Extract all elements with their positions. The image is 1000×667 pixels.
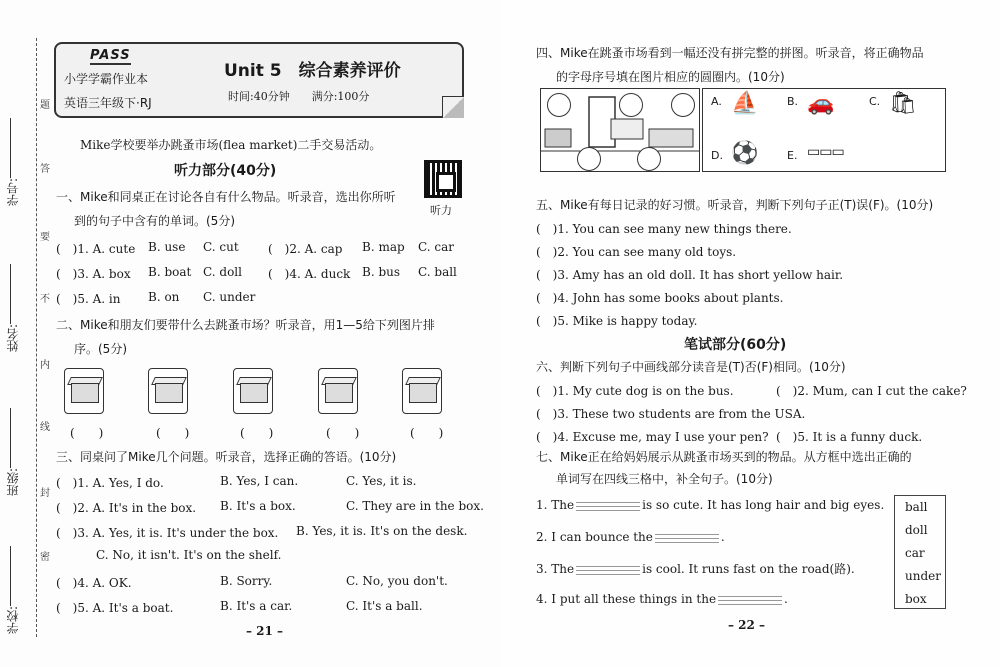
boxed-items-picture-1 — [64, 368, 104, 414]
question-option[interactable]: B. map — [362, 240, 405, 254]
student-id-field[interactable] — [4, 118, 30, 206]
answer-circle[interactable] — [547, 93, 571, 117]
series-name: 小学学霸作业本 — [64, 72, 149, 86]
full-score: 满分:100分 — [311, 90, 370, 103]
tf-statement[interactable]: ( )3. Amy has an old doll. It has short yellow hair. — [536, 268, 844, 282]
seal-char: 不 — [40, 294, 50, 305]
boxed-items-picture-3 — [233, 368, 273, 414]
four-line-blank[interactable] — [576, 563, 640, 577]
word-bank-item: box — [905, 592, 927, 606]
pronunciation-question[interactable]: ( )4. Excuse me, may I use your pen? — [536, 430, 769, 444]
school-label: 学校: — [6, 606, 20, 635]
order-answer-blank[interactable]: ( ) — [156, 426, 190, 440]
ball-icon: ⚽ — [731, 141, 759, 166]
pronunciation-question[interactable]: ( )2. Mum, can I cut the cake? — [776, 384, 967, 398]
pronunciation-question[interactable]: ( )5. It is a funny duck. — [776, 430, 923, 444]
ruler-icon: ▭▭▭ — [807, 144, 844, 160]
sentence-start: 4. I put all these things in the — [536, 592, 717, 606]
question-option[interactable]: B. bus — [362, 265, 401, 279]
question-option[interactable]: C. doll — [203, 265, 242, 279]
word-bank — [894, 495, 946, 609]
page-curl-icon — [442, 96, 464, 118]
unit-header — [54, 42, 464, 118]
page-number: – 21 – — [246, 624, 284, 638]
sailboat-icon: ⛵ — [731, 91, 759, 116]
seal-char: 要 — [40, 232, 50, 243]
question-option[interactable]: C. No, it isn't. It's on the shelf. — [96, 548, 282, 562]
word-bank-item: under — [905, 569, 941, 583]
seal-char: 密 — [40, 552, 50, 563]
puzzle-room-picture — [540, 88, 700, 172]
pronunciation-question[interactable]: ( )3. These two students are from the USA. — [536, 407, 806, 421]
answer-circle[interactable] — [577, 147, 601, 171]
sentence-end: . — [720, 530, 725, 544]
class-label: 班级: — [6, 468, 20, 497]
puzzle-options — [702, 88, 946, 172]
section-1-title: 一、Mike和同桌正在讨论各自有什么物品。听录音，选出你所听 — [56, 190, 396, 204]
option-e-label: E. — [787, 149, 798, 162]
question-option[interactable]: C. under — [203, 290, 256, 304]
section-2-title-cont: 序。(5分) — [74, 342, 127, 356]
fill-sentence-1 — [536, 498, 884, 513]
answer-circle[interactable] — [637, 147, 661, 171]
question-option[interactable]: C. It's a ball. — [346, 599, 423, 613]
section-3-title: 三、同桌问了Mike几个问题。听录音，选择正确的答语。(10分) — [56, 450, 397, 464]
word-bank-item: doll — [905, 523, 928, 537]
name-label: 姓名: — [6, 324, 20, 353]
boxed-items-picture-4 — [318, 368, 358, 414]
bag-icon: 🛍 — [889, 91, 917, 116]
written-part-title: 笔试部分(60分) — [684, 337, 787, 353]
question-option[interactable]: B. Yes, it is. It's on the desk. — [296, 524, 468, 538]
four-line-blank[interactable] — [718, 593, 782, 607]
section-1-title-cont: 到的句子中含有的单词。(5分) — [74, 214, 235, 228]
qr-code-icon[interactable] — [424, 160, 462, 198]
sentence-start: 3. The — [536, 562, 575, 576]
section-7-title: 七、Mike正在给妈妈展示从跳蚤市场买到的物品。从方框中选出正确的 — [536, 450, 912, 464]
question-option[interactable]: ( )4. A. duck — [268, 267, 351, 281]
question-option[interactable]: C. Yes, it is. — [346, 474, 417, 488]
question-option[interactable]: ( )1. A. Yes, I do. — [56, 476, 164, 490]
question-option[interactable]: C. cut — [203, 240, 239, 254]
grade-label: 英语三年级下·RJ — [64, 96, 152, 110]
sentence-start: 2. I can bounce the — [536, 530, 653, 544]
unit-title: Unit 5 综合素养评价 — [224, 61, 401, 81]
order-answer-blank[interactable]: ( ) — [410, 426, 444, 440]
section-4-title: 四、Mike在跳蚤市场看到一幅还没有拼完整的拼图。听录音，将正确物品 — [536, 46, 924, 60]
car-icon: 🚗 — [807, 91, 835, 116]
answer-circle[interactable] — [619, 93, 643, 117]
four-line-blank[interactable] — [655, 531, 719, 545]
tf-statement[interactable]: ( )4. John has some books about plants. — [536, 291, 784, 305]
question-option[interactable]: B. It's a box. — [220, 499, 296, 513]
pronunciation-question[interactable]: ( )1. My cute dog is on the bus. — [536, 384, 734, 398]
question-option[interactable]: ( )2. A. cap — [268, 242, 343, 256]
question-option[interactable]: C. car — [418, 240, 454, 254]
question-option[interactable]: C. No, you don't. — [346, 574, 448, 588]
question-option[interactable]: ( )3. A. box — [56, 267, 131, 281]
section-2-title: 二、Mike和朋友们要带什么去跳蚤市场？听录音，用1—5给下列图片排 — [56, 318, 435, 332]
question-option[interactable]: ( )4. A. OK. — [56, 576, 132, 590]
four-line-blank[interactable] — [576, 499, 640, 513]
option-a-label: A. — [711, 95, 722, 108]
question-option[interactable]: ( )5. A. It's a boat. — [56, 601, 174, 615]
option-d-label: D. — [711, 149, 723, 162]
tf-statement[interactable]: ( )1. You can see many new things there. — [536, 222, 792, 236]
seal-char: 封 — [40, 488, 50, 499]
option-c-label: C. — [869, 95, 881, 108]
question-option[interactable]: C. ball — [418, 265, 457, 279]
boxed-items-picture-2 — [148, 368, 188, 414]
fill-sentence-3 — [536, 560, 855, 577]
seal-char: 线 — [40, 422, 50, 433]
fill-sentence-2 — [536, 530, 725, 545]
question-option[interactable]: ( )5. A. in — [56, 292, 121, 306]
seal-char: 题 — [40, 100, 50, 111]
listening-part-title: 听力部分(40分) — [174, 163, 277, 179]
class-field[interactable] — [4, 408, 30, 496]
student-id-label: 学号: — [6, 178, 20, 207]
binding-line — [36, 38, 37, 637]
school-field[interactable] — [4, 546, 30, 634]
boxed-items-picture-5 — [402, 368, 442, 414]
question-option[interactable]: ( )2. A. It's in the box. — [56, 501, 197, 515]
question-option[interactable]: B. Sorry. — [220, 574, 273, 588]
section-6-title: 六、判断下列句子中画线部分读音是(T)否(F)相同。(10分) — [536, 360, 846, 374]
binding-spine — [0, 0, 50, 667]
intro-text: Mike学校要举办跳蚤市场(flea market)二手交易活动。 — [80, 138, 382, 152]
pass-logo: PASS — [90, 48, 131, 63]
exam-meta — [228, 88, 369, 104]
word-bank-item: car — [905, 546, 925, 560]
page-number: – 22 – — [728, 618, 766, 632]
sentence-end: . — [784, 592, 788, 606]
fill-sentence-4 — [536, 592, 788, 607]
question-option[interactable]: C. They are in the box. — [346, 499, 484, 513]
section-7-title-cont: 单词写在四线三格中，补全句子。(10分) — [556, 472, 773, 486]
question-option[interactable]: B. Yes, I can. — [220, 474, 299, 488]
seal-char: 答 — [40, 164, 50, 175]
word-bank-item: ball — [905, 500, 928, 514]
option-b-label: B. — [787, 95, 799, 108]
question-option[interactable]: ( )3. A. Yes, it is. It's under the box. — [56, 526, 279, 540]
sentence-end: is so cute. It has long hair and big eyes. — [642, 498, 885, 512]
answer-circle[interactable] — [671, 93, 695, 117]
seal-char: 内 — [40, 360, 50, 371]
question-option[interactable]: B. on — [148, 290, 180, 304]
section-4-title-cont: 的字母序号填在图片相应的圆圈内。(10分) — [556, 70, 785, 84]
section-5-title: 五、Mike有每日记录的好习惯。听录音，判断下列句子正(T)误(F)。(10分) — [536, 198, 934, 212]
sentence-start: 1. The — [536, 498, 575, 512]
sentence-end: is cool. It runs fast on the road(路). — [642, 562, 855, 576]
question-option[interactable]: B. It's a car. — [220, 599, 293, 613]
qr-label: 听力 — [430, 204, 452, 217]
order-answer-blank[interactable]: ( ) — [240, 426, 274, 440]
tf-statement[interactable]: ( )2. You can see many old toys. — [536, 245, 737, 259]
time-limit: 时间:40分钟 — [228, 90, 290, 103]
question-option[interactable]: ( )1. A. cute — [56, 242, 136, 256]
order-answer-blank[interactable]: ( ) — [326, 426, 360, 440]
tf-statement[interactable]: ( )5. Mike is happy today. — [536, 314, 698, 328]
question-option[interactable]: B. boat — [148, 265, 192, 279]
order-answer-blank[interactable]: ( ) — [70, 426, 104, 440]
name-field[interactable] — [4, 264, 30, 352]
question-option[interactable]: B. use — [148, 240, 186, 254]
